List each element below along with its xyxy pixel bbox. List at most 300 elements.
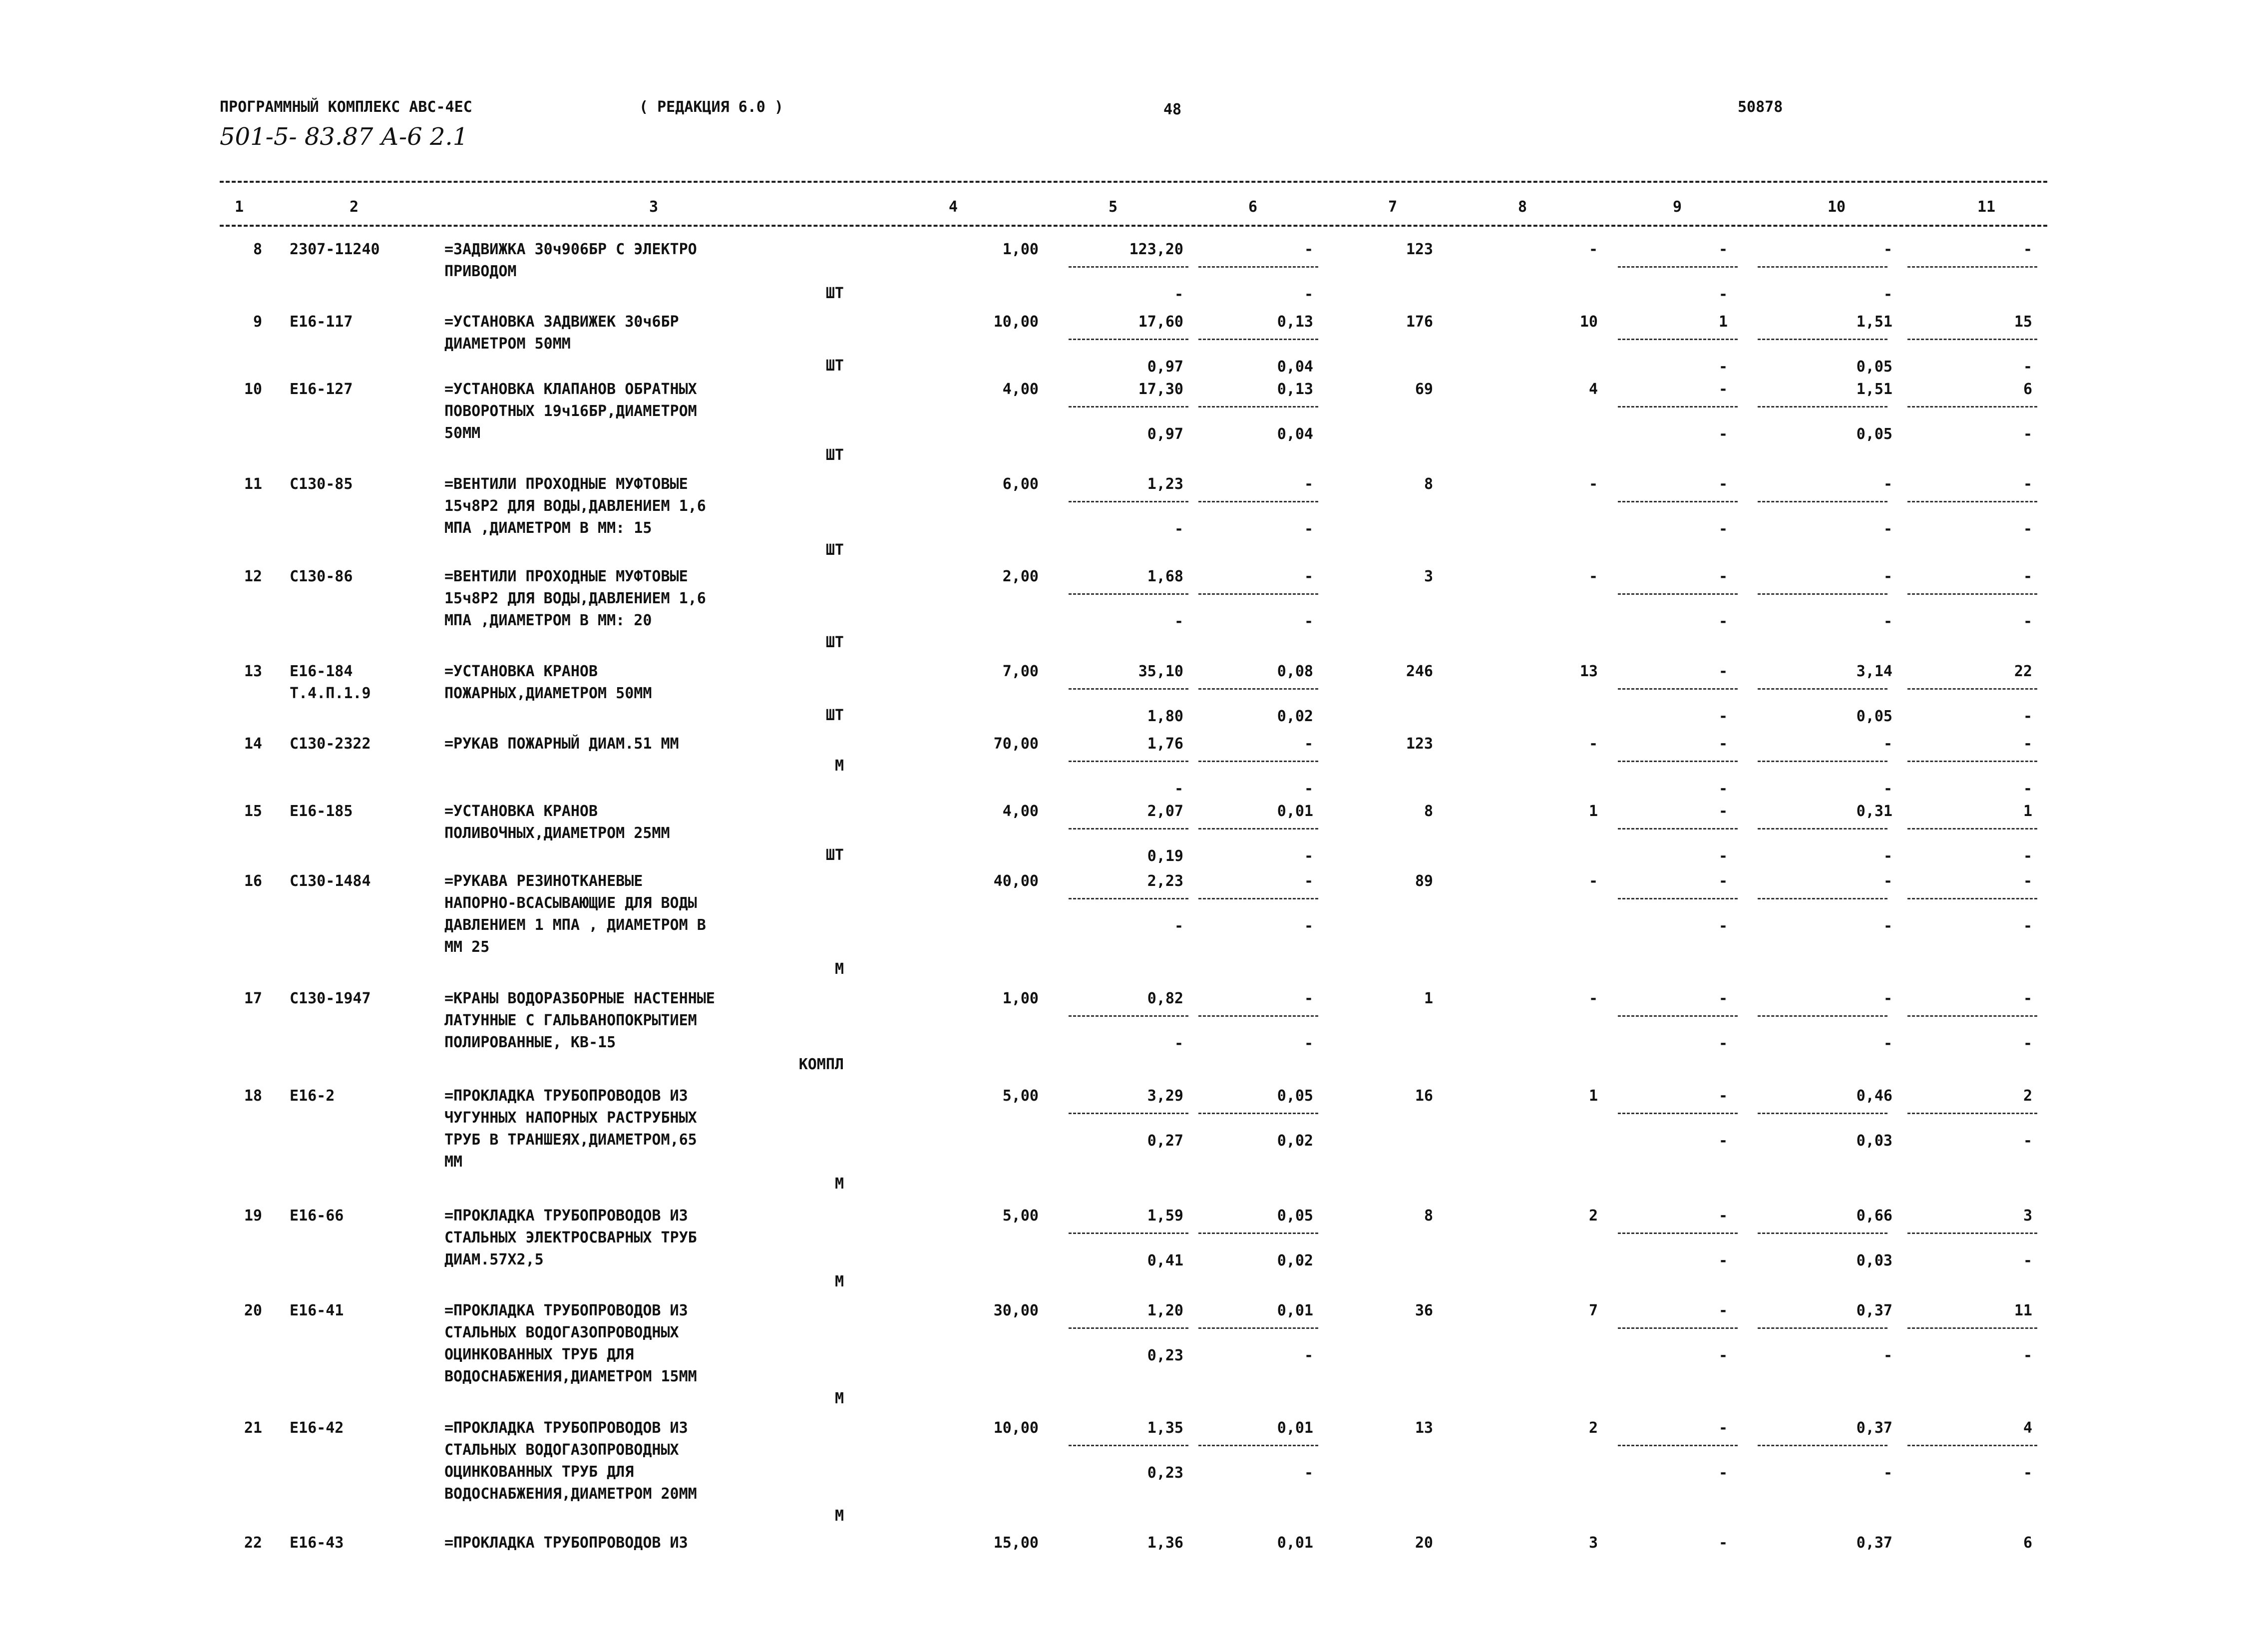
row-col11-secondary: - — [2023, 1252, 2032, 1269]
row-col8: 13 — [1579, 663, 1598, 680]
column-header: 11 — [1977, 198, 1996, 216]
row-price: 1,20 — [1147, 1302, 1183, 1319]
row-unit: М — [834, 757, 844, 775]
row-separator — [1069, 761, 1188, 762]
row-wage-secondary: - — [1304, 520, 1313, 538]
row-col9: - — [1718, 663, 1728, 680]
row-col9-secondary: - — [1718, 358, 1728, 376]
row-separator — [1198, 688, 1318, 690]
program-title: ПРОГРАММНЫЙ КОМПЛЕКС АВС-4ЕС — [220, 98, 472, 116]
row-unit: КОМПЛ — [798, 1056, 844, 1073]
row-price: 1,35 — [1147, 1419, 1183, 1437]
row-code: Е16-66 — [290, 1207, 344, 1225]
row-col9: - — [1718, 1534, 1728, 1552]
row-separator — [1758, 828, 1887, 829]
row-separator — [1198, 828, 1318, 829]
row-separator — [1069, 1445, 1188, 1446]
row-total: 16 — [1415, 1087, 1433, 1105]
row-description: =ПРОКЛАДКА ТРУБОПРОВОДОВ ИЗ — [444, 1087, 688, 1105]
row-number: 16 — [244, 872, 262, 890]
row-wage: - — [1304, 568, 1313, 585]
row-wage: - — [1304, 241, 1313, 258]
row-separator — [1758, 501, 1887, 502]
row-separator — [1069, 1233, 1188, 1234]
row-wage: 0,05 — [1277, 1207, 1313, 1225]
row-wage-secondary: 0,04 — [1277, 425, 1313, 443]
row-description: СТАЛЬНЫХ ЭЛЕКТРОСВАРНЫХ ТРУБ — [444, 1229, 697, 1246]
row-separator — [1198, 898, 1318, 899]
row-total: 36 — [1415, 1302, 1433, 1319]
row-code: Е16-42 — [290, 1419, 344, 1437]
row-price: 0,82 — [1147, 990, 1183, 1007]
row-col10-secondary: - — [1883, 1035, 1892, 1052]
row-separator — [1907, 1113, 2037, 1114]
row-col10-secondary: 0,05 — [1856, 708, 1892, 725]
row-wage-secondary: 0,02 — [1277, 708, 1313, 725]
row-separator — [1618, 406, 1738, 408]
row-separator — [1907, 266, 2037, 268]
row-wage: - — [1304, 872, 1313, 890]
row-separator — [1618, 1015, 1738, 1017]
row-col8: - — [1588, 872, 1598, 890]
row-unit: ШТ — [825, 634, 844, 651]
row-description: =ПРОКЛАДКА ТРУБОПРОВОДОВ ИЗ — [444, 1302, 688, 1319]
handwritten-reference: 501-5- 83.87 А-6 2.1 — [220, 123, 468, 151]
row-code: С130-85 — [290, 475, 353, 493]
row-code: Е16-117 — [290, 313, 353, 331]
row-col10: - — [1883, 475, 1892, 493]
row-col10-secondary: - — [1883, 286, 1892, 303]
row-quantity: 30,00 — [993, 1302, 1039, 1319]
row-description: ВОДОСНАБЖЕНИЯ,ДИАМЕТРОМ 20ММ — [444, 1485, 697, 1503]
row-quantity: 10,00 — [993, 313, 1039, 331]
row-separator — [1907, 1233, 2037, 1234]
row-price-secondary: - — [1174, 780, 1183, 798]
column-header: 2 — [350, 198, 359, 216]
row-separator — [1618, 1445, 1738, 1446]
row-description: =ЗАДВИЖКА 30ч906БР С ЭЛЕКТРО — [444, 241, 697, 258]
row-separator — [1618, 266, 1738, 268]
row-col11: 2 — [2023, 1087, 2032, 1105]
row-col9: - — [1718, 735, 1728, 753]
row-price: 17,60 — [1138, 313, 1183, 331]
row-total: 20 — [1415, 1534, 1433, 1552]
row-unit: ШТ — [825, 285, 844, 302]
row-wage-secondary: 0,04 — [1277, 358, 1313, 376]
row-total: 69 — [1415, 381, 1433, 398]
row-price: 35,10 — [1138, 663, 1183, 680]
row-col10-secondary: - — [1883, 613, 1892, 630]
document-code: 50878 — [1738, 98, 1783, 116]
column-header: 5 — [1109, 198, 1118, 216]
row-number: 12 — [244, 568, 262, 585]
row-separator — [1198, 1327, 1318, 1329]
row-wage-secondary: - — [1304, 917, 1313, 935]
row-description: =УСТАНОВКА КРАНОВ — [444, 803, 598, 820]
row-description: СТАЛЬНЫХ ВОДОГАЗОПРОВОДНЫХ — [444, 1324, 679, 1341]
row-col10: 0,66 — [1856, 1207, 1892, 1225]
row-wage-secondary: - — [1304, 1347, 1313, 1364]
row-separator — [1758, 761, 1887, 762]
row-col11: 6 — [2023, 1534, 2032, 1552]
column-header: 8 — [1518, 198, 1527, 216]
row-description: ЛАТУННЫЕ С ГАЛЬВАНОПОКРЫТИЕМ — [444, 1012, 697, 1029]
row-separator — [1758, 1233, 1887, 1234]
row-separator — [1618, 339, 1738, 340]
row-wage: 0,13 — [1277, 313, 1313, 331]
row-price: 123,20 — [1129, 241, 1183, 258]
column-header: 7 — [1388, 198, 1398, 216]
row-total: 8 — [1424, 475, 1433, 493]
row-col11-secondary: - — [2023, 1035, 2032, 1052]
row-col8: 2 — [1588, 1207, 1598, 1225]
row-wage: 0,01 — [1277, 1302, 1313, 1319]
row-col9-secondary: - — [1718, 425, 1728, 443]
row-number: 8 — [253, 241, 262, 258]
page-number: 48 — [1163, 101, 1182, 118]
row-description: ММ — [444, 1153, 463, 1171]
row-separator — [1198, 1015, 1318, 1017]
row-wage-secondary: 0,02 — [1277, 1132, 1313, 1150]
row-col9: - — [1718, 803, 1728, 820]
row-description: ЧУГУННЫХ НАПОРНЫХ РАСТРУБНЫХ — [444, 1109, 697, 1127]
row-description: ПОЖАРНЫХ,ДИАМЕТРОМ 50ММ — [444, 685, 652, 702]
row-col11: 15 — [2014, 313, 2032, 331]
row-col11: 4 — [2023, 1419, 2032, 1437]
row-unit: ШТ — [825, 446, 844, 464]
row-col9: - — [1718, 475, 1728, 493]
row-description: МПА ,ДИАМЕТРОМ В ММ: 15 — [444, 519, 652, 537]
row-description: ДИАМ.57Х2,5 — [444, 1251, 544, 1268]
row-unit: М — [834, 1175, 844, 1193]
row-description: СТАЛЬНЫХ ВОДОГАЗОПРОВОДНЫХ — [444, 1441, 679, 1459]
row-col10-secondary: - — [1883, 1347, 1892, 1364]
row-col10: 0,37 — [1856, 1419, 1892, 1437]
row-separator — [1618, 1113, 1738, 1114]
row-col8: - — [1588, 241, 1598, 258]
row-separator — [1907, 898, 2037, 899]
row-code: Е16-185 — [290, 803, 353, 820]
row-total: 89 — [1415, 872, 1433, 890]
row-separator — [1069, 1015, 1188, 1017]
row-separator — [1198, 339, 1318, 340]
row-separator — [1069, 898, 1188, 899]
row-col10: 1,51 — [1856, 313, 1892, 331]
row-code: С130-2322 — [290, 735, 371, 753]
row-col11: - — [2023, 872, 2032, 890]
column-header: 4 — [949, 198, 958, 216]
row-description: =УСТАНОВКА ЗАДВИЖЕК 30ч6БР — [444, 313, 679, 331]
row-separator — [1618, 688, 1738, 690]
row-code: Е16-43 — [290, 1534, 344, 1552]
row-number: 20 — [244, 1302, 262, 1319]
row-unit: ШТ — [825, 846, 844, 864]
row-price-secondary: 0,27 — [1147, 1132, 1183, 1150]
row-description: ММ 25 — [444, 938, 490, 956]
row-description: МПА ,ДИАМЕТРОМ В ММ: 20 — [444, 612, 652, 629]
column-header: 10 — [1828, 198, 1846, 216]
row-col9-secondary: - — [1718, 1252, 1728, 1269]
row-separator — [1069, 688, 1188, 690]
row-description: ОЦИНКОВАННЫХ ТРУБ ДЛЯ — [444, 1346, 634, 1363]
row-wage-secondary: - — [1304, 1035, 1313, 1052]
row-col9: - — [1718, 381, 1728, 398]
row-code: 2307-11240 — [290, 241, 380, 258]
row-col10: 3,14 — [1856, 663, 1892, 680]
row-col11: 6 — [2023, 381, 2032, 398]
row-unit: М — [834, 1273, 844, 1290]
row-col10-secondary: 0,03 — [1856, 1132, 1892, 1150]
row-description: ДАВЛЕНИЕМ 1 МПА , ДИАМЕТРОМ В — [444, 916, 706, 934]
row-col10-secondary: 0,05 — [1856, 425, 1892, 443]
row-col11-secondary: - — [2023, 780, 2032, 798]
row-wage: 0,08 — [1277, 663, 1313, 680]
row-col9-secondary: - — [1718, 1132, 1728, 1150]
row-separator — [1198, 761, 1318, 762]
row-price-secondary: 0,97 — [1147, 425, 1183, 443]
row-price-secondary: - — [1174, 286, 1183, 303]
row-col8: 10 — [1579, 313, 1598, 331]
row-code: С130-1947 — [290, 990, 371, 1007]
row-description: ПОВОРОТНЫХ 19ч16БР,ДИАМЕТРОМ — [444, 403, 697, 420]
row-wage: 0,01 — [1277, 1419, 1313, 1437]
column-header: 6 — [1248, 198, 1258, 216]
row-col8: 3 — [1588, 1534, 1598, 1552]
row-separator — [1907, 688, 2037, 690]
row-col11: 3 — [2023, 1207, 2032, 1225]
row-description: =КРАНЫ ВОДОРАЗБОРНЫЕ НАСТЕННЫЕ — [444, 990, 715, 1007]
row-number: 22 — [244, 1534, 262, 1552]
row-separator — [1069, 1113, 1188, 1114]
row-separator — [1618, 1233, 1738, 1234]
row-price-secondary: - — [1174, 613, 1183, 630]
row-col11: 1 — [2023, 803, 2032, 820]
row-quantity: 1,00 — [1002, 990, 1039, 1007]
row-quantity: 40,00 — [993, 872, 1039, 890]
row-col11-secondary: - — [2023, 847, 2032, 865]
row-description: 15ч8Р2 ДЛЯ ВОДЫ,ДАВЛЕНИЕМ 1,6 — [444, 497, 706, 515]
row-col11-secondary: - — [2023, 1464, 2032, 1482]
row-col11-secondary: - — [2023, 1347, 2032, 1364]
row-price: 2,07 — [1147, 803, 1183, 820]
row-separator — [1618, 828, 1738, 829]
row-unit: М — [834, 1507, 844, 1525]
row-col9-secondary: - — [1718, 780, 1728, 798]
row-code: Е16-184 — [290, 663, 353, 680]
header-rule-bottom — [220, 225, 2047, 227]
row-separator — [1907, 339, 2037, 340]
row-col11-secondary: - — [2023, 613, 2032, 630]
row-wage-secondary: - — [1304, 286, 1313, 303]
row-total: 123 — [1406, 735, 1433, 753]
row-col10-secondary: - — [1883, 520, 1892, 538]
row-description: 15ч8Р2 ДЛЯ ВОДЫ,ДАВЛЕНИЕМ 1,6 — [444, 590, 706, 607]
row-separator — [1069, 406, 1188, 408]
row-number: 14 — [244, 735, 262, 753]
row-total: 8 — [1424, 803, 1433, 820]
row-separator — [1618, 593, 1738, 595]
row-price-secondary: 0,23 — [1147, 1347, 1183, 1364]
row-col9: - — [1718, 568, 1728, 585]
row-separator — [1198, 501, 1318, 502]
row-col11-secondary: - — [2023, 1132, 2032, 1150]
row-separator — [1907, 406, 2037, 408]
row-col10: - — [1883, 735, 1892, 753]
row-separator — [1758, 593, 1887, 595]
row-unit: ШТ — [825, 707, 844, 724]
row-col10: - — [1883, 568, 1892, 585]
row-unit: М — [834, 1390, 844, 1407]
row-wage: - — [1304, 475, 1313, 493]
row-col8: - — [1588, 568, 1598, 585]
row-separator — [1758, 1015, 1887, 1017]
row-number: 21 — [244, 1419, 262, 1437]
row-description: ПРИВОДОМ — [444, 263, 517, 280]
row-total: 176 — [1406, 313, 1433, 331]
row-col10-secondary: - — [1883, 780, 1892, 798]
row-col10: 0,46 — [1856, 1087, 1892, 1105]
row-total: 8 — [1424, 1207, 1433, 1225]
row-quantity: 10,00 — [993, 1419, 1039, 1437]
row-quantity: 4,00 — [1002, 381, 1039, 398]
row-separator — [1198, 1445, 1318, 1446]
row-col8: 1 — [1588, 803, 1598, 820]
row-separator — [1907, 1327, 2037, 1329]
row-col9: - — [1718, 1207, 1728, 1225]
row-description: ПОЛИВОЧНЫХ,ДИАМЕТРОМ 25ММ — [444, 825, 670, 842]
row-col11-secondary: - — [2023, 520, 2032, 538]
row-code: Е16-41 — [290, 1302, 344, 1319]
edition-label: ( РЕДАКЦИЯ 6.0 ) — [639, 98, 783, 116]
row-col9: - — [1718, 990, 1728, 1007]
row-separator — [1618, 1327, 1738, 1329]
row-col9: 1 — [1718, 313, 1728, 331]
row-col11-secondary: - — [2023, 917, 2032, 935]
row-col9-secondary: - — [1718, 847, 1728, 865]
row-price-secondary: 0,19 — [1147, 847, 1183, 865]
row-total: 1 — [1424, 990, 1433, 1007]
row-separator — [1758, 266, 1887, 268]
row-price: 17,30 — [1138, 381, 1183, 398]
row-quantity: 5,00 — [1002, 1207, 1039, 1225]
row-separator — [1758, 1113, 1887, 1114]
row-separator — [1198, 266, 1318, 268]
row-price-secondary: 0,23 — [1147, 1464, 1183, 1482]
row-col8: 1 — [1588, 1087, 1598, 1105]
row-separator — [1907, 593, 2037, 595]
row-col9: - — [1718, 872, 1728, 890]
row-wage-secondary: - — [1304, 847, 1313, 865]
row-separator — [1758, 688, 1887, 690]
row-wage-secondary: 0,02 — [1277, 1252, 1313, 1269]
row-wage-secondary: - — [1304, 613, 1313, 630]
row-quantity: 6,00 — [1002, 475, 1039, 493]
row-number: 19 — [244, 1207, 262, 1225]
row-number: 11 — [244, 475, 262, 493]
row-col10-secondary: - — [1883, 1464, 1892, 1482]
row-col10: 0,31 — [1856, 803, 1892, 820]
row-wage: - — [1304, 735, 1313, 753]
row-total: 123 — [1406, 241, 1433, 258]
row-price: 1,76 — [1147, 735, 1183, 753]
column-header: 9 — [1673, 198, 1682, 216]
row-description: ПОЛИРОВАННЫЕ, КВ-15 — [444, 1034, 616, 1051]
row-col11: - — [2023, 241, 2032, 258]
row-total: 3 — [1424, 568, 1433, 585]
row-number: 9 — [253, 313, 262, 331]
row-col11: - — [2023, 990, 2032, 1007]
row-separator — [1907, 828, 2037, 829]
row-description: =ПРОКЛАДКА ТРУБОПРОВОДОВ ИЗ — [444, 1207, 688, 1225]
row-separator — [1069, 501, 1188, 502]
row-separator — [1907, 501, 2037, 502]
row-price-secondary: - — [1174, 1035, 1183, 1052]
row-number: 10 — [244, 381, 262, 398]
row-col11-secondary: - — [2023, 425, 2032, 443]
row-separator — [1907, 1445, 2037, 1446]
row-separator — [1618, 501, 1738, 502]
row-price: 1,68 — [1147, 568, 1183, 585]
row-separator — [1069, 339, 1188, 340]
row-price-secondary: - — [1174, 917, 1183, 935]
row-separator — [1069, 593, 1188, 595]
row-code: С130-1484 — [290, 872, 371, 890]
row-total: 13 — [1415, 1419, 1433, 1437]
row-col8: - — [1588, 990, 1598, 1007]
row-col10-secondary: - — [1883, 917, 1892, 935]
row-separator — [1758, 406, 1887, 408]
row-separator — [1198, 1233, 1318, 1234]
row-quantity: 15,00 — [993, 1534, 1039, 1552]
row-col9: - — [1718, 1419, 1728, 1437]
column-header: 1 — [235, 198, 244, 216]
row-description: =ПРОКЛАДКА ТРУБОПРОВОДОВ ИЗ — [444, 1534, 688, 1552]
row-col8: - — [1588, 475, 1598, 493]
row-description: =УСТАНОВКА КЛАПАНОВ ОБРАТНЫХ — [444, 381, 697, 398]
row-price: 1,59 — [1147, 1207, 1183, 1225]
row-price-secondary: - — [1174, 520, 1183, 538]
row-separator — [1198, 406, 1318, 408]
row-description: =РУКАВ ПОЖАРНЫЙ ДИАМ.51 ММ — [444, 735, 679, 753]
row-description: =РУКАВА РЕЗИНОТКАНЕВЫЕ — [444, 872, 643, 890]
row-quantity: 1,00 — [1002, 241, 1039, 258]
row-col10-secondary: 0,03 — [1856, 1252, 1892, 1269]
row-col10: - — [1883, 872, 1892, 890]
row-price-secondary: 1,80 — [1147, 708, 1183, 725]
row-col11: - — [2023, 735, 2032, 753]
row-col8: 2 — [1588, 1419, 1598, 1437]
row-price: 2,23 — [1147, 872, 1183, 890]
row-description: ОЦИНКОВАННЫХ ТРУБ ДЛЯ — [444, 1463, 634, 1481]
row-wage-secondary: - — [1304, 1464, 1313, 1482]
row-col9: - — [1718, 241, 1728, 258]
row-wage: 0,01 — [1277, 1534, 1313, 1552]
row-col11: 11 — [2014, 1302, 2032, 1319]
row-description: =ВЕНТИЛИ ПРОХОДНЫЕ МУФТОВЫЕ — [444, 568, 688, 585]
row-description: ТРУБ В ТРАНШЕЯХ,ДИАМЕТРОМ,65 — [444, 1131, 697, 1149]
row-quantity: 7,00 — [1002, 663, 1039, 680]
row-col9-secondary: - — [1718, 1347, 1728, 1364]
row-col8: - — [1588, 735, 1598, 753]
row-col11: - — [2023, 475, 2032, 493]
row-col8: 4 — [1588, 381, 1598, 398]
row-separator — [1758, 339, 1887, 340]
row-col11-secondary: - — [2023, 358, 2032, 376]
row-code: Е16-127 — [290, 381, 353, 398]
row-col10: 0,37 — [1856, 1302, 1892, 1319]
row-unit: ШТ — [825, 357, 844, 375]
row-unit: М — [834, 960, 844, 978]
